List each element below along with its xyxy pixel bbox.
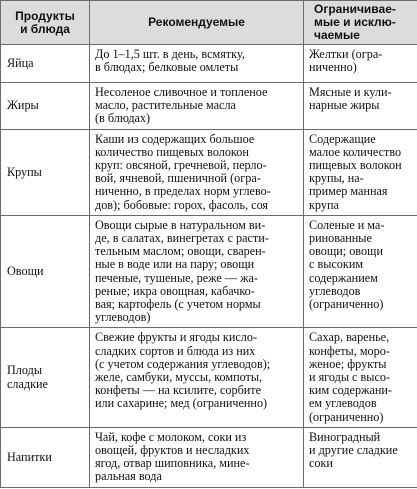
restricted-cell: Виноградный и другие сладкие соки: [304, 427, 417, 487]
recommended-cell: Чай, кофе с молоком, соки из овощей, фруктов и несладких ягод, отвар шиповника, мине- ральная вода: [90, 427, 304, 487]
restricted-cell: Сахар, варенье, конфеты, моро- женое; фрукты и ягоды с высо- ким содержани- ем углеводов (ограниченно): [304, 328, 417, 427]
recommended-cell: До 1–1,5 шт. в день, всмятку, в блюдах; белковые омлеты: [90, 45, 304, 83]
restricted-cell: Желтки (огра- ниченно): [304, 45, 417, 83]
restricted-cell: Содержащие малое количество пищевых волокон крупы, на- пример манная крупа: [304, 129, 417, 215]
table-row: [1, 83, 417, 130]
table-row: [1, 45, 417, 83]
header-products: Продукты и блюда: [1, 1, 90, 45]
recommended-cell: Каши из содержащих большое количество пищевых волокон круп: овсяной, гречневой, перло- вой, ячневой, пшеничной (огра- ниченно, в пределах норм углево- дов); бобовые: горох, фасоль, соя: [90, 129, 304, 215]
category-cell: Плоды сладкие: [1, 328, 90, 427]
table-row: [1, 129, 417, 215]
header-restricted: Ограничивае- мые и исклю- чаемые: [304, 1, 417, 45]
category-cell: Напитки: [1, 427, 90, 487]
category-cell: Крупы: [1, 129, 90, 215]
table-row: [1, 427, 417, 487]
table-row: [1, 328, 417, 427]
category-cell: Жиры: [1, 83, 90, 130]
table-header-row: [1, 1, 417, 45]
header-recommended: Рекомендуемые: [90, 1, 304, 45]
recommended-cell: Свежие фрукты и ягоды кисло- сладких сортов и блюда из них (с учетом содержания углеводов); желе, самбуки, муссы, компоты, конфеты — на ксилите, сорбите или сахарине; мед (ограниченно): [90, 328, 304, 427]
restricted-cell: Мясные и кули- нарные жиры: [304, 83, 417, 130]
recommended-cell: Несоленое сливочное и топленое масло, растительные масла (в блюдах): [90, 83, 304, 130]
category-cell: Овощи: [1, 215, 90, 328]
restricted-cell: Соленые и ма- ринованные овощи; овощи с высоким содержанием углеводов (ограниченно): [304, 215, 417, 328]
category-cell: Яйца: [1, 45, 90, 83]
recommended-cell: Овощи сырые в натуральном ви- де, в салатах, винегретах с расти- тельным маслом; овощи, сварен- ные в воде или на пару; овощи печеные, тушеные, реже — жа- реные; икра овощная, кабачко- вая; картофель (с учетом нормы углеводов): [90, 215, 304, 328]
table-row: [1, 215, 417, 328]
